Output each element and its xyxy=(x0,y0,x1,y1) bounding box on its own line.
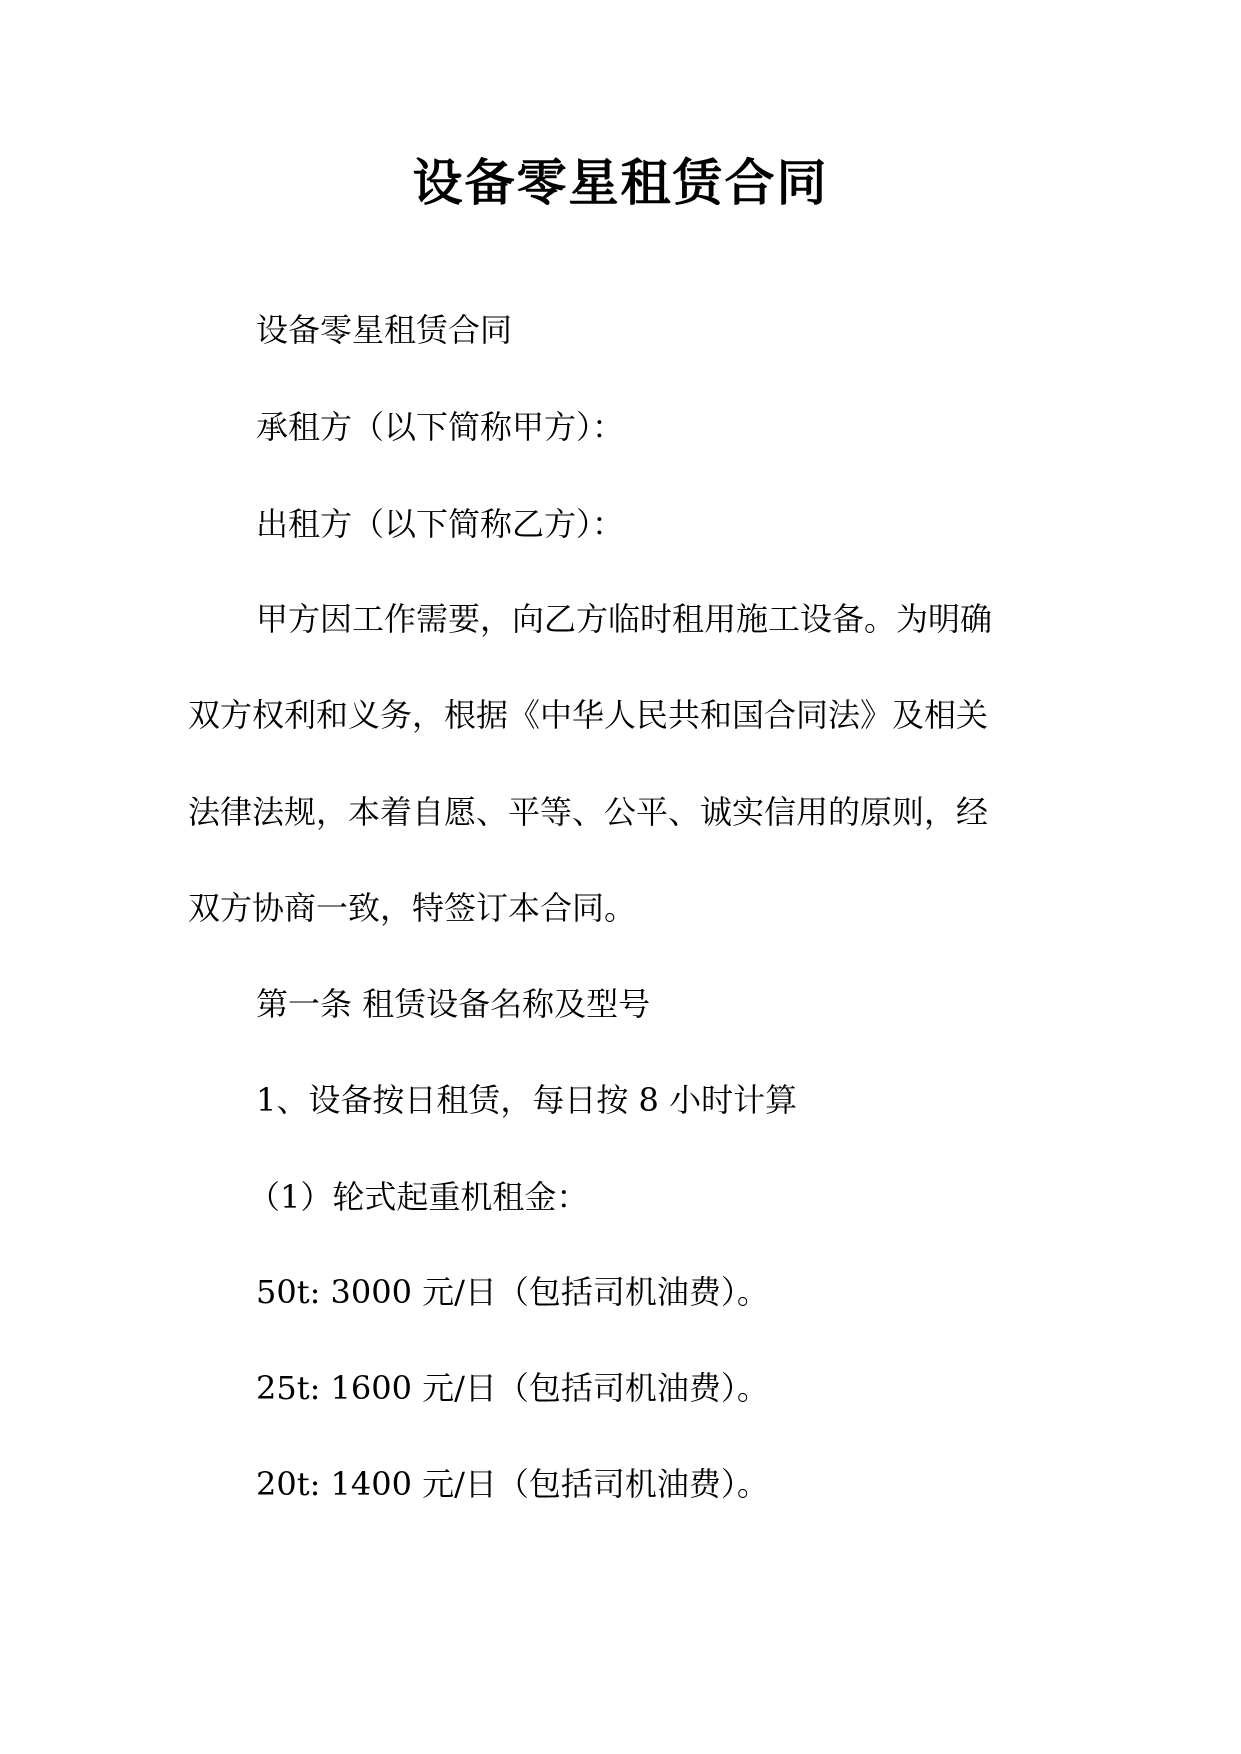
body-line-lessee: 承租方（以下简称甲方）： xyxy=(256,408,625,446)
body-line-preamble-1: 甲方因工作需要，向乙方临时租用施工设备。为明确 xyxy=(256,600,993,638)
document-title: 设备零星租赁合同 xyxy=(412,154,829,212)
article-heading-1: 第一条 租赁设备名称及型号 xyxy=(256,985,651,1023)
clause-line-1: 1、设备按日租赁，每日按 8 小时计算 xyxy=(256,1081,798,1119)
body-line-lessor: 出租方（以下简称乙方）： xyxy=(256,505,625,543)
body-line-heading: 设备零星租赁合同 xyxy=(256,311,513,349)
body-line-preamble-3: 法律法规，本着自愿、平等、公平、诚实信用的原则，经 xyxy=(188,793,989,831)
rate-line-20t: 20t: 1400 元/日（包括司机油费）。 xyxy=(256,1465,769,1503)
subclause-line-1: （1）轮式起重机租金： xyxy=(248,1178,589,1216)
body-line-preamble-2: 双方权利和义务，根据《中华人民共和国合同法》及相关 xyxy=(188,696,989,734)
body-line-preamble-4: 双方协商一致，特签订本合同。 xyxy=(188,889,637,927)
rate-line-25t: 25t: 1600 元/日（包括司机油费）。 xyxy=(256,1369,769,1407)
rate-line-50t: 50t: 3000 元/日（包括司机油费）。 xyxy=(256,1273,769,1311)
